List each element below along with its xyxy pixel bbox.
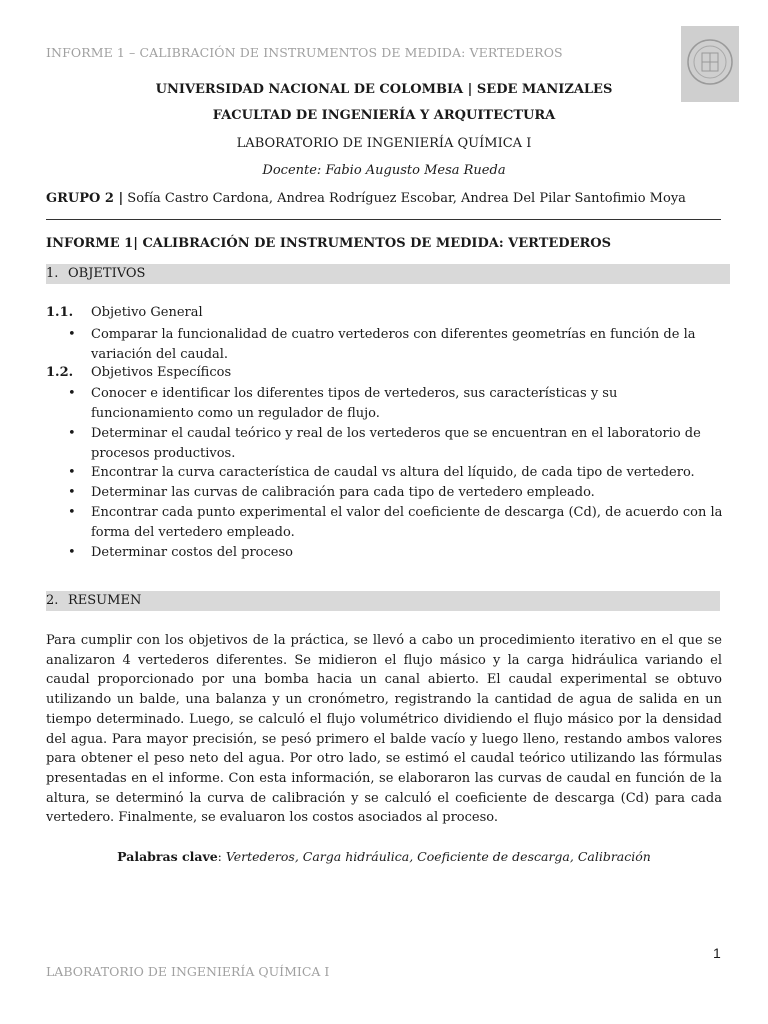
summary-paragraph: Para cumplir con los objetivos de la práctica, se llevó a cabo un procedimiento iterativo en el que se analizaron 4 vertederos diferentes. Se midieron el flujo másico y la carga hidráulica variando el caudal proporcionado por una bomba hacia un canal abierto. El caudal experimental se obtuvo utilizando un balde, una balanza y un cronómetro, registrando la cantidad de agua de salida en un tiempo determinado. Luego, se calculó el flujo volumétrico dividiendo el flujo másico por la densidad del agua. Para mayor precisión, se pesó primero el balde vacío y luego lleno, restando ambos valores para obtener el peso neto del agua. Por otro lado, se estimó el caudal teórico utilizando las fórmulas presentadas en el informe. Con esta información, se elaboraron las curvas de caudal en función de la altura, se determinó la curva de calibración y se calculó el coeficiente de descarga (Cd) para cada vertedero. Finalmente, se evaluaron los costos asociados al proceso. [46,633,722,826]
section-heading-resumen [46,591,720,611]
keywords-list: Vertederos, Carga hidráulica, Coeficiente de descarga, Calibración [225,849,651,864]
list-item: • Determinar costos del proceso [68,545,293,560]
list-item: • Conocer e identificar los diferentes tipos de vertederos, sus características y su funcionamiento como un regulador de flujo. [68,386,618,421]
lab-name: LABORATORIO DE INGENIERÍA QUÍMICA I [236,136,532,151]
list-item: • Comparar la funcionalidad de cuatro vertederos con diferentes geometrías en función de la variación del caudal. [68,327,696,362]
subsection-general [46,305,203,320]
faculty-name: FACULTAD DE INGENIERÍA Y ARQUITECTURA [212,108,556,123]
teacher-name: Docente: Fabio Augusto Mesa Rueda [262,163,506,178]
keywords-line: Palabras clave: Vertederos, Carga hidráulica, Coeficiente de descarga, Calibración [117,849,651,864]
keywords-label: Palabras clave [117,849,218,864]
list-item: • Encontrar la curva característica de caudal vs altura del líquido, de cada tipo de vertedero. [68,465,695,480]
divider-line [46,219,721,220]
group-line [46,191,686,206]
list-item: • Determinar el caudal teórico y real de los vertederos que se encuentran en el laboratorio de procesos productivos. [68,426,701,461]
section-title: OBJETIVOS [68,266,146,281]
group-label: GRUPO 2 | [46,191,124,206]
report-title: INFORME 1| CALIBRACIÓN DE INSTRUMENTOS DE MEDIDA: VERTEDEROS [46,236,612,251]
university-name: UNIVERSIDAD NACIONAL DE COLOMBIA | SEDE MANIZALES [155,82,613,97]
section-heading-objetivos [46,264,730,284]
section-number: 2. [46,593,59,608]
running-header: INFORME 1 – CALIBRACIÓN DE INSTRUMENTOS DE MEDIDA: VERTEDEROS [46,45,563,60]
page-number: 1 [713,945,721,961]
running-footer: LABORATORIO DE INGENIERÍA QUÍMICA I [46,964,330,979]
subsection-number: 1.2. [46,365,74,380]
subsection-title: Objetivo General [91,305,203,320]
subsection-specific [46,365,231,380]
subsection-title: Objetivos Específicos [91,365,232,380]
section-title: RESUMEN [68,593,142,608]
group-members: Sofía Castro Cardona, Andrea Rodríguez Escobar, Andrea Del Pilar Santofimio Moya [123,191,686,206]
list-item: • Encontrar cada punto experimental el valor del coeficiente de descarga (Cd), de acuerdo con la forma del vertedero empleado. [68,505,723,540]
subsection-number: 1.1. [46,305,74,320]
section-number: 1. [46,266,59,281]
list-item: • Determinar las curvas de calibración para cada tipo de vertedero empleado. [68,485,595,500]
